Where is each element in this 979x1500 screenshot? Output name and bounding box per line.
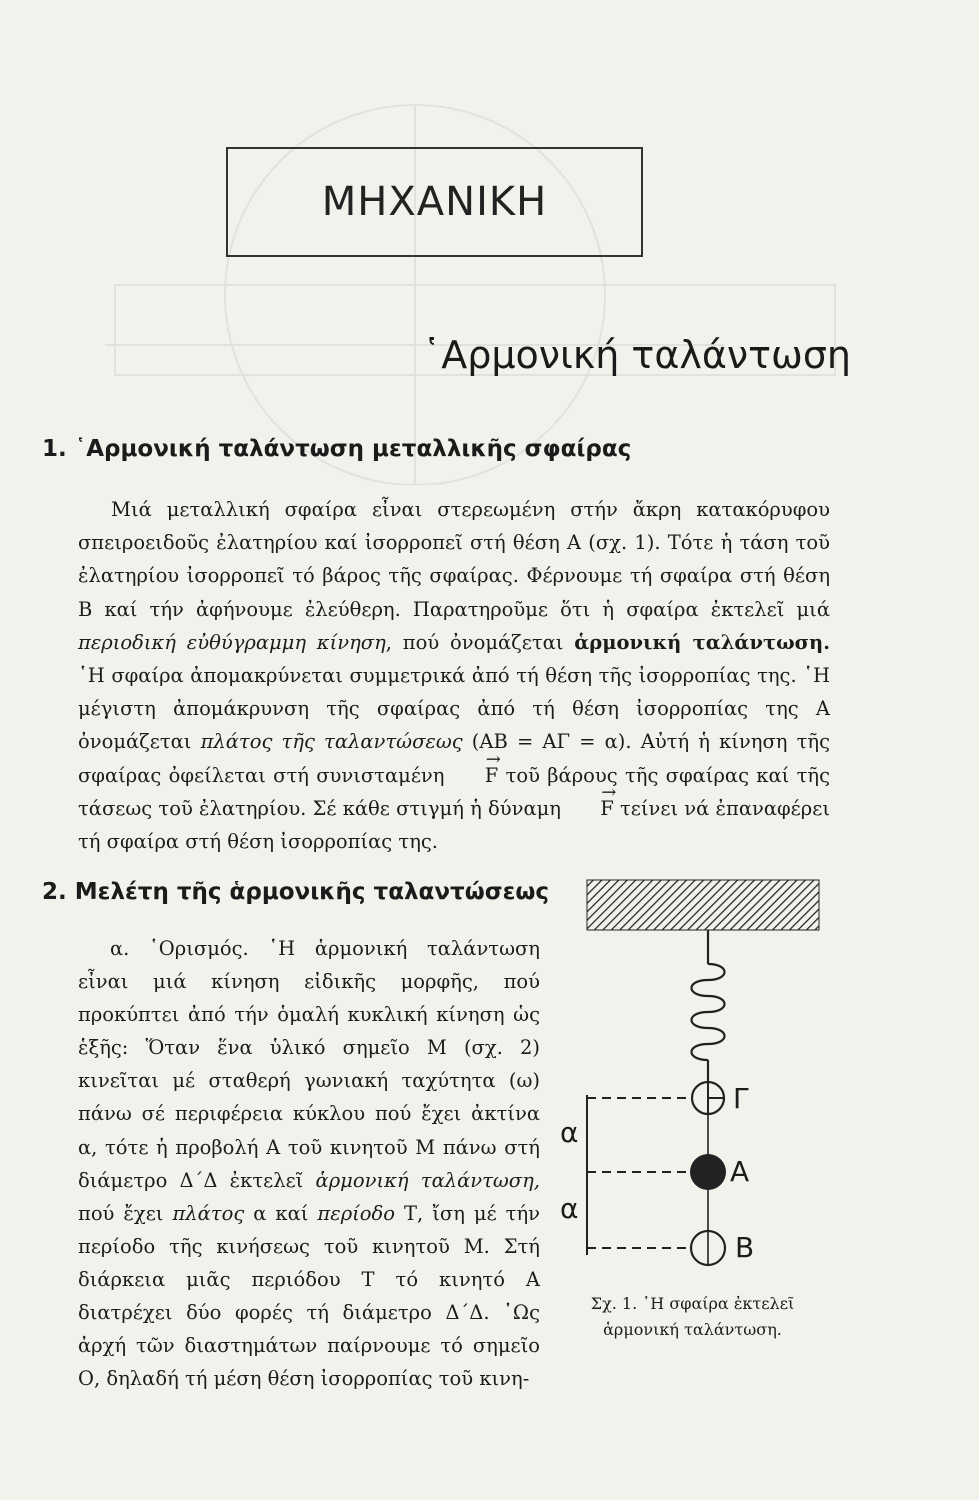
figure-caption: Σχ. 1. ῾Η σφαίρα ἐκτελεῖ ἁρμονική ταλάντωση. (590, 1294, 795, 1339)
position-gamma (587, 1082, 724, 1114)
label-gamma: Γ (733, 1082, 749, 1115)
italic-term: ἁρμονική ταλάντωση, (315, 1168, 540, 1192)
label-alpha: Α (730, 1155, 750, 1188)
italic-term: περιοδική εὐθύγραμμη κίνηση (78, 630, 386, 654)
bold-term: ἁρμονική ταλάντωση. (574, 630, 831, 654)
show-through-background (45, 85, 845, 485)
label-a-lower: α (560, 1192, 579, 1225)
vector-f: → F (452, 759, 499, 792)
italic-term: περίοδο (317, 1201, 396, 1225)
section-2-paragraph: α. ῾Ορισμός. ῾Η ἁρμονική ταλάντωση εἶναι μιά κίνηση εἰδικῆς μορφῆς, πού προκύπτει ἀπό τήν ὁμαλή κυκλική κίνηση ὡς ἑξῆς: Ὅταν ἕνα ὑλικό σημεῖο Μ (σχ. 2) κινεῖται μέ σταθερή γωνιακή ταχύτητα (ω) πάνω σέ περιφέρεια κύκλου πού ἔχει ἀκτίνα α, τότε ἡ προβολή Α τοῦ κινητοῦ Μ πάνω στή διάμετρο Δ΄Δ ἐκτελεῖ ἁρμονική ταλάντωση, πού ἔχει πλάτος α καί περίοδο Τ, ἴση μέ τήν περίοδο τῆς κινήσεως τοῦ κινητοῦ Μ. Στή διάρκεια μιᾶς περιόδου Τ τό κινητό Α διατρέχει δύο φορές τή διάμετρο Δ΄Δ. ῾Ως ἀρχή τῶν διαστημάτων παίρνουμε τό σημεῖο Ο, δηλαδή τή μέση θέση ἰσορροπίας τοῦ κινη- (78, 937, 540, 1391)
section-1-heading: 1. ῾Αρμονική ταλάντωση μεταλλικῆς σφαίρας (42, 436, 632, 462)
section-1-body (78, 493, 830, 858)
spring-oscillator-figure (575, 872, 865, 1192)
italic-term: πλάτος τῆς ταλαντώσεως (200, 730, 463, 754)
ceiling-support (587, 880, 819, 930)
section-1-paragraph: Μιά μεταλλική σφαίρα εἶναι στερεωμένη στήν ἄκρη κατακόρυφου σπειροειδοῦς ἐλατηρίου καί ἰσορροπεῖ στή θέση Α (σχ. 1). Τότε ἡ τάση τοῦ ἐλατηρίου ἰσορροπεῖ τό βάρος τῆς σφαίρας. Φέρνουμε τή σφαίρα στή θέση Β καί τήν ἀφήνουμε ἐλεύθερη. Παρατηροῦμε ὅτι ἡ σφαίρα ἐκτελεῖ μιά περιοδική εὐθύγραμμη κίνηση, πού ὀνομάζεται ἁρμονική ταλάντωση. ῾Η σφαίρα ἀπομακρύνεται συμμετρικά ἀπό τή θέση τῆς ἰσορροπίας της. ῾Η μέγιστη ἀπομάκρυνση τῆς σφαίρας ἀπό τή θέση ἰσορροπίας της Α ὀνομάζεται πλάτος τῆς ταλαντώσεως (ΑΒ = ΑΓ = α). Αὐτή ἡ κίνηση τῆς σφαίρας ὀφείλεται στή συνισταμένη → F τοῦ βάρους τῆς σφαίρας καί τῆς τάσεως τοῦ ἐλατηρίου. Σέ κάθε στιγμή ἡ δύναμη → F τείνει νά ἐπαναφέρει τή σφαίρα στή θέση ἰσορροπίας της. (78, 493, 830, 858)
position-alpha (587, 1114, 726, 1190)
label-beta: Β (735, 1231, 755, 1264)
italic-term: πλάτος (172, 1201, 245, 1225)
vector-f: → F (567, 792, 614, 825)
spring (692, 930, 725, 1082)
label-a-upper: α (560, 1116, 579, 1149)
amplitude-axis (575, 1095, 605, 1255)
section-2-body (78, 932, 540, 1395)
figure-lower-part (575, 1190, 815, 1280)
section-2-heading: 2. Μελέτη τῆς ἁρμονικῆς ταλαντώσεως (42, 879, 550, 905)
banner-box (226, 147, 643, 257)
banner-title: ΜΗΧΑΝΙΚΗ (321, 179, 548, 225)
chapter-title: ῾Αρμονική ταλάντωση (422, 333, 851, 377)
